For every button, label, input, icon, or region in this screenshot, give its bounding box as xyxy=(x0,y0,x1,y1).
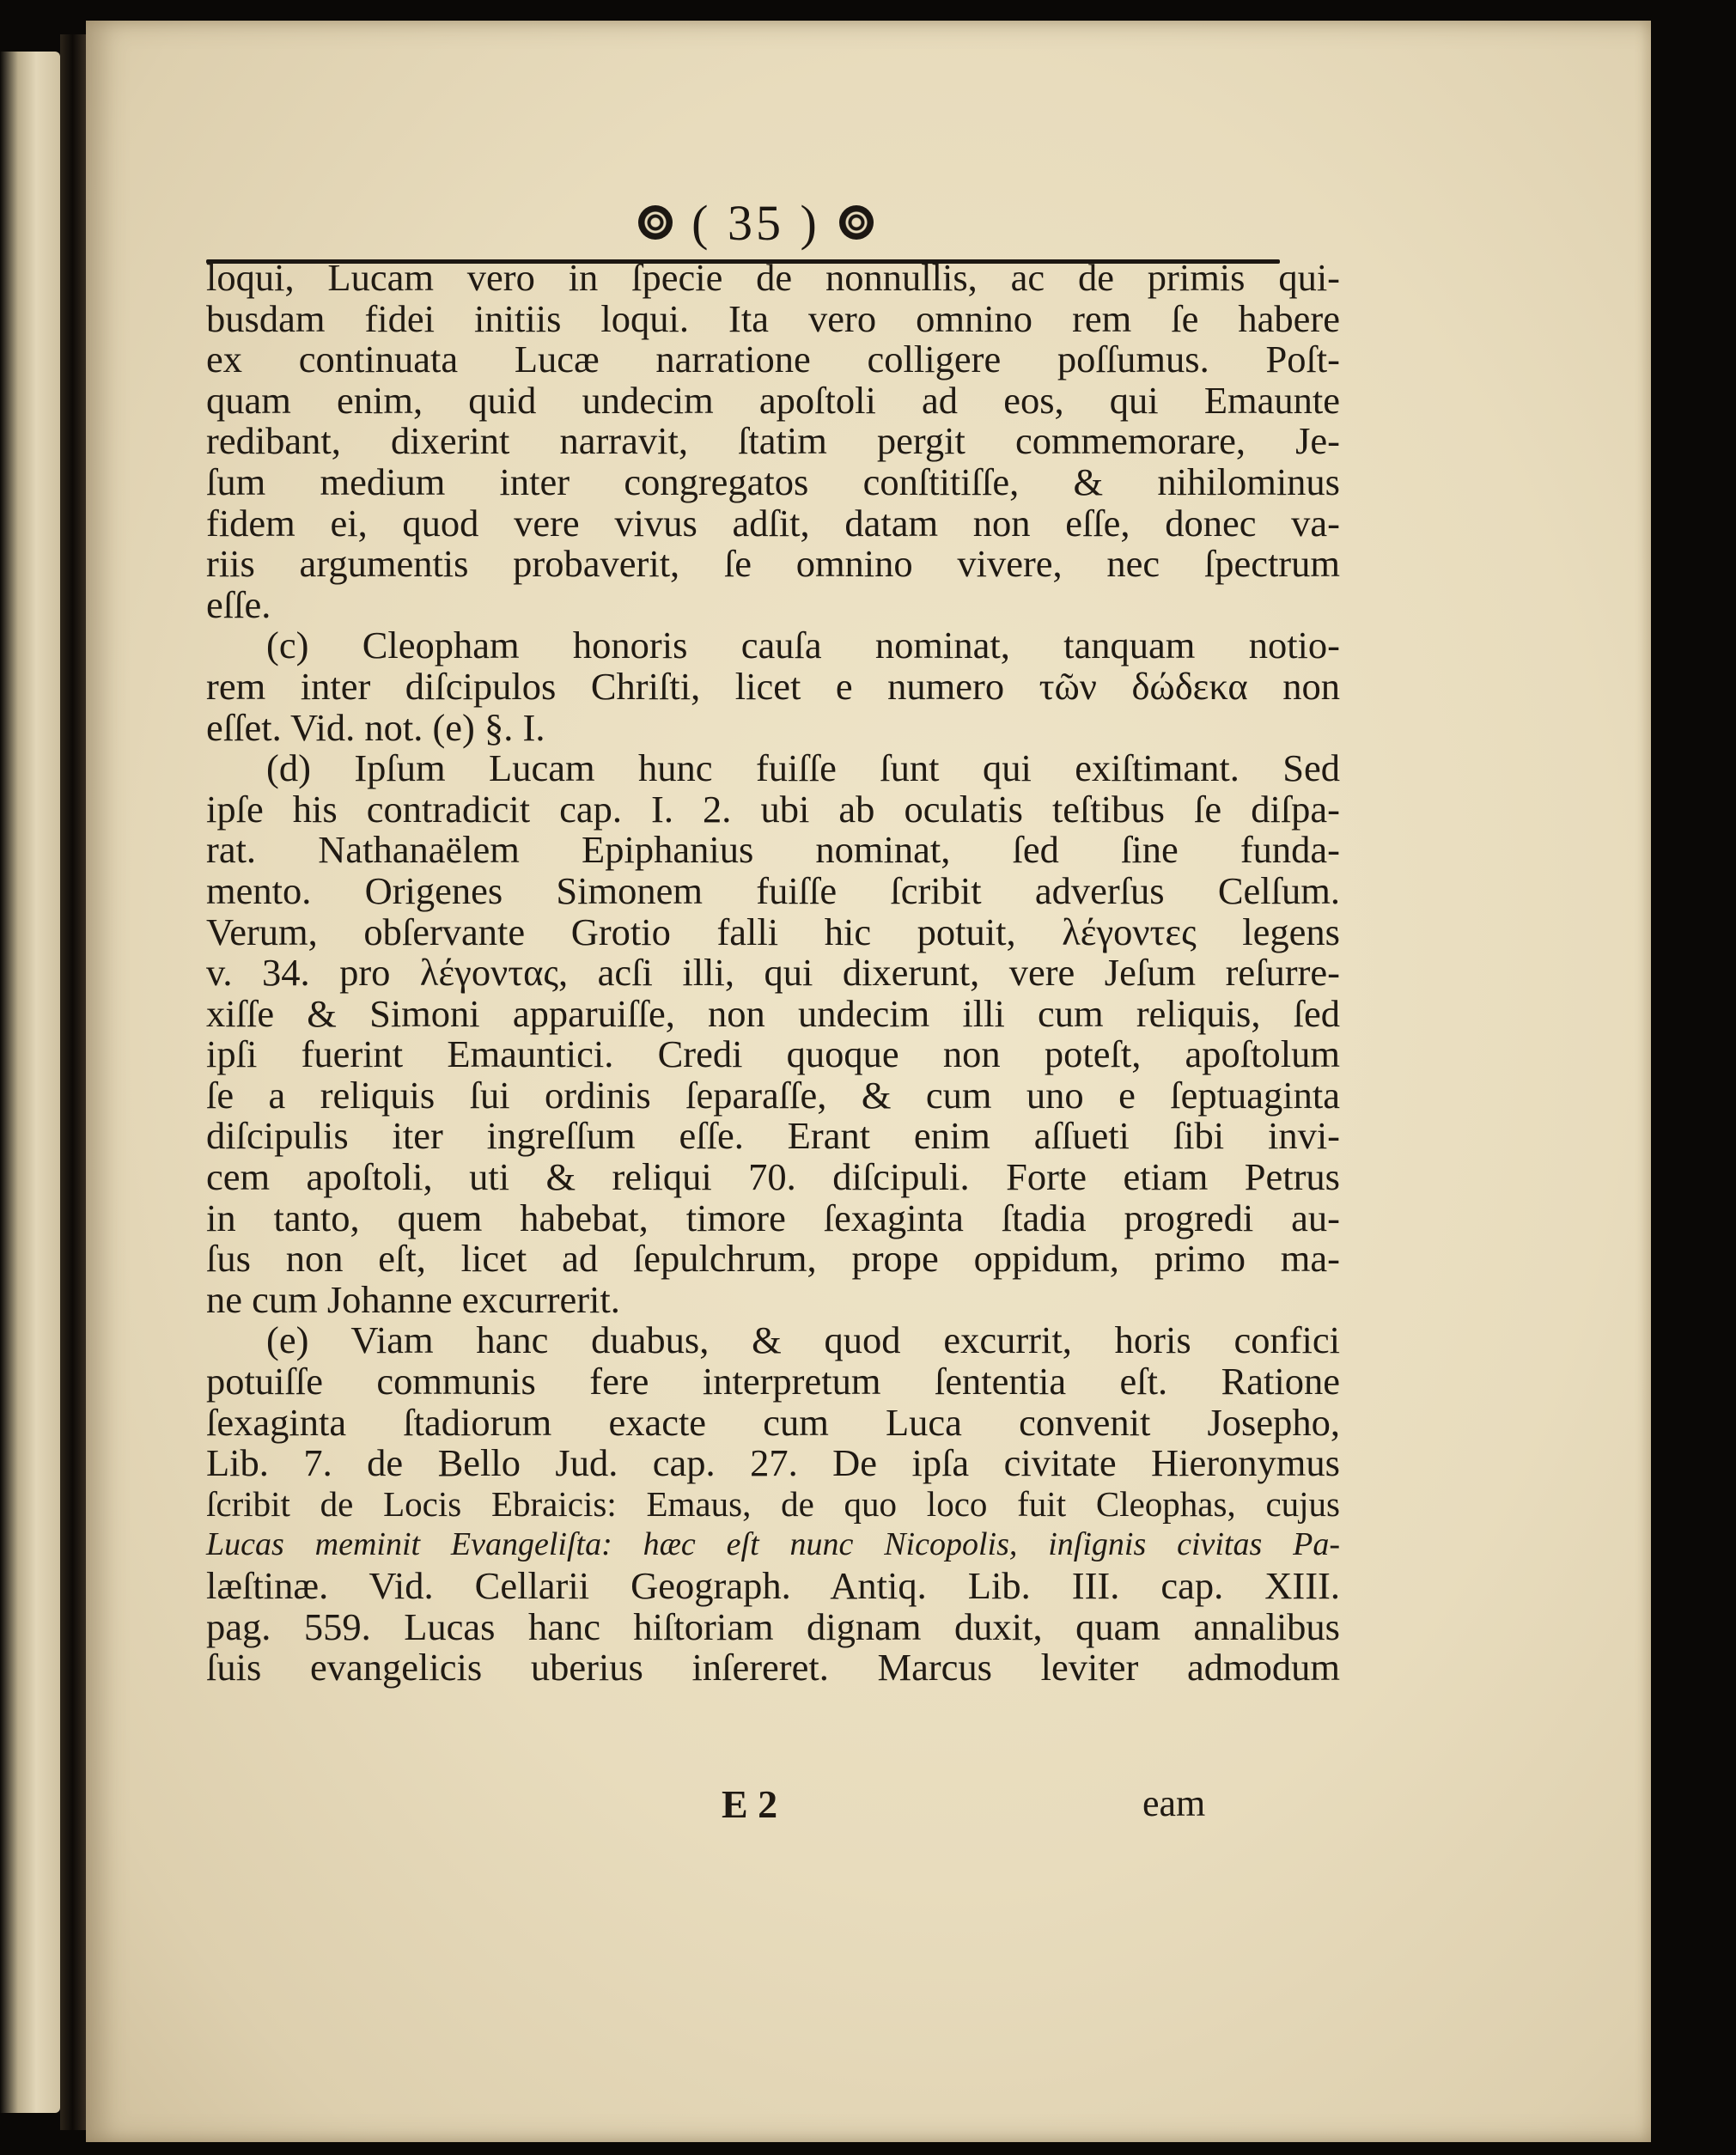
footnote-d-start: (d) Ipſum Lucam hunc fuiſſe ſunt qui exiſtimant. Sed xyxy=(266,746,1340,790)
text-line: ſuis evangelicis uberius inſereret. Marcus leviter admodum xyxy=(206,1646,1340,1689)
text-line: quam enim, quid undecim apoſtoli ad eos, qui Emaunte xyxy=(206,378,1340,422)
signature-mark: E 2 xyxy=(722,1782,778,1826)
text-line: redibant, dixerint narravit, ſtatim pergit commemorare, Je- xyxy=(206,419,1340,463)
rosette-ornament-left-icon xyxy=(638,205,673,240)
book-page xyxy=(86,21,1651,2142)
text-line: ſcribit de Locis Ebraicis: Emaus, de quo loco fuit Cleophas, cujus xyxy=(206,1483,1340,1524)
catchword: eam xyxy=(1142,1782,1206,1824)
footnote-e-start: (e) Viam hanc duabus, & quod excurrit, horis confici xyxy=(266,1318,1340,1362)
text-line: ſum medium inter congregatos conſtitiſſe, & nihilominus xyxy=(206,460,1340,503)
text-line: ex continuata Lucæ narratione colligere poſſumus. Poſt- xyxy=(206,338,1340,381)
text-line: ſexaginta ſtadiorum exacte cum Luca convenit Josepho, xyxy=(206,1400,1340,1444)
text-line: læſtinæ. Vid. Cellarii Geograph. Antiq. Lib. III. cap. XIII. xyxy=(206,1564,1340,1607)
text-line: riis argumentis probaverit, ſe omnino vivere, nec ſpectrum xyxy=(206,542,1340,586)
facing-page-edge xyxy=(0,52,60,2113)
text-line: pag. 559. Lucas hanc hiſtoriam dignam duxit, quam annalibus xyxy=(206,1604,1340,1648)
text-line: loqui, Lucam vero in ſpecie de nonnullis, ac de primis qui- xyxy=(206,256,1340,299)
text-line: rat. Nathanaëlem Epiphanius nominat, ſed ſine funda- xyxy=(206,828,1340,872)
text-line: ne cum Johanne excurrerit. xyxy=(206,1277,620,1321)
page-number: ( 35 ) xyxy=(691,194,820,251)
text-line: potuiſſe communis fere interpretum ſententia eſt. Ratione xyxy=(206,1360,1340,1403)
text-line: Lib. 7. de Bello Jud. cap. 27. De ipſa civitate Hieronymus xyxy=(206,1441,1340,1485)
book-gutter xyxy=(60,34,88,2130)
text-line: xiſſe & Simoni apparuiſſe, non undecim illi cum reliquis, ſed xyxy=(206,991,1340,1035)
text-line: cem apoſtoli, uti & reliqui 70. diſcipuli. Forte etiam Petrus xyxy=(206,1155,1340,1199)
text-line: ſe a reliquis ſui ordinis ſeparaſſe, & cum uno e ſeptuaginta xyxy=(206,1073,1340,1117)
text-line: v. 34. pro λέγοντας, acſi illi, qui dixerunt, vere Jeſum reſurre- xyxy=(206,951,1340,995)
text-line: in tanto, quem habebat, timore ſexaginta ſtadia progredi au- xyxy=(206,1196,1340,1239)
text-line: busdam fidei initiis loqui. Ita vero omnino rem ſe habere xyxy=(206,296,1340,340)
text-line: mento. Origenes Simonem fuiſſe ſcribit adverſus Celſum. xyxy=(206,868,1340,912)
body-text xyxy=(206,258,1340,1689)
text-line: Lucas meminit Evangeliſta: hæc eſt nunc Nicopolis, inſignis civitas Pa- xyxy=(206,1526,1340,1563)
page-header xyxy=(533,192,979,253)
footnote-c-start: (c) Cleopham honoris cauſa nominat, tanquam notio- xyxy=(266,624,1340,667)
text-line: diſcipulis iter ingreſſum eſſe. Erant enim aſſueti ſibi invi- xyxy=(206,1114,1340,1158)
text-line: ipſi fuerint Emauntici. Credi quoque non poteſt, apoſtolum xyxy=(206,1032,1340,1076)
text-line: rem inter diſcipulos Chriſti, licet e numero τῶν δώδεκα non xyxy=(206,664,1340,708)
text-line: fidem ei, quod vere vivus adſit, datam non eſſe, donec va- xyxy=(206,501,1340,545)
text-line: ſus non eſt, licet ad ſepulchrum, prope oppidum, primo ma- xyxy=(206,1237,1340,1281)
text-line: eſſet. Vid. not. (e) §. I. xyxy=(206,705,545,749)
rosette-ornament-right-icon xyxy=(839,205,874,240)
text-line: eſſe. xyxy=(206,582,271,626)
text-line: ipſe his contradicit cap. I. 2. ubi ab oculatis teſtibus ſe diſpa- xyxy=(206,787,1340,831)
text-line: Verum, obſervante Grotio falli hic potuit, λέγοντες legens xyxy=(206,910,1340,953)
